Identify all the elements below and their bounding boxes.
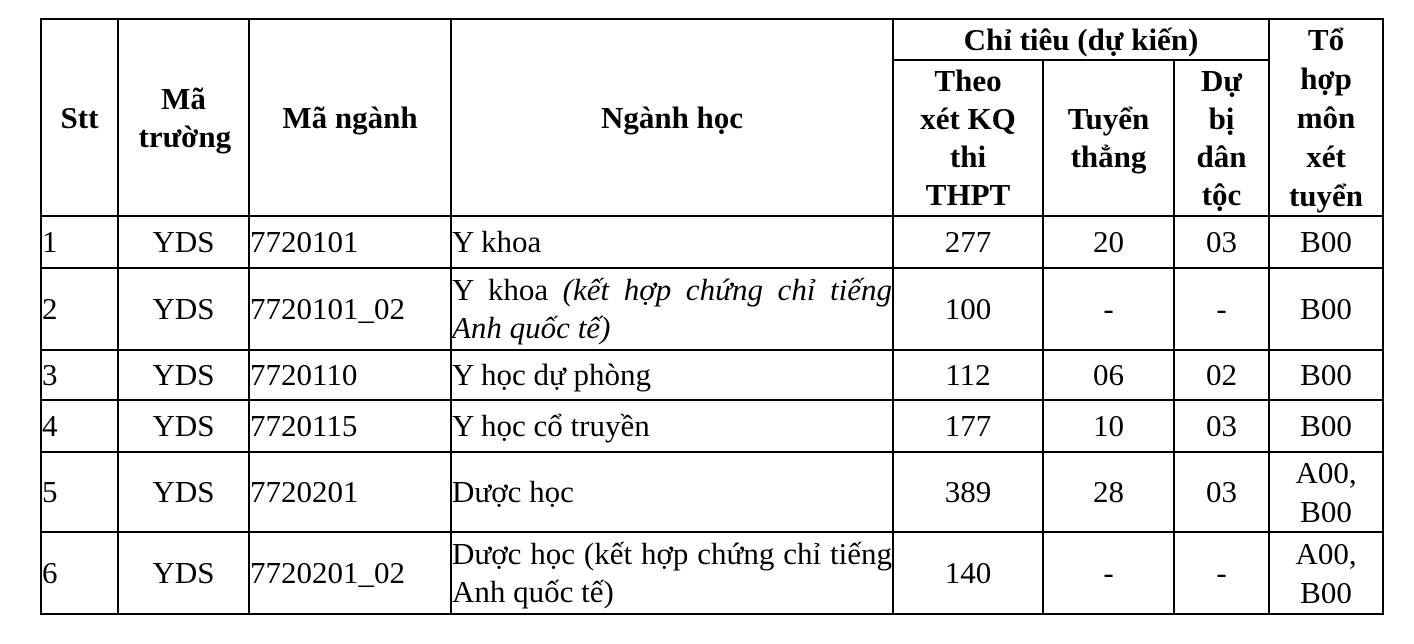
header-theo-xet <box>893 60 1043 216</box>
cell-to-hop: B00 <box>1269 216 1383 268</box>
cell-du-bi: 03 <box>1174 452 1269 532</box>
cell-to-hop <box>1269 452 1383 532</box>
cell-nganh <box>451 216 893 268</box>
table-row <box>41 400 1383 452</box>
cell-du-bi: 02 <box>1174 350 1269 400</box>
table-row <box>41 452 1383 532</box>
header-to-hop <box>1269 19 1383 216</box>
cell-thpt: 389 <box>893 452 1043 532</box>
header-stt: Stt <box>41 19 118 216</box>
header-row-top <box>41 19 1383 60</box>
cell-ma-truong: YDS <box>118 452 249 532</box>
cell-ma-nganh: 7720101 <box>249 216 451 268</box>
table-row <box>41 216 1383 268</box>
header-tuyen-thang <box>1043 60 1174 216</box>
to-hop-value: A00, B00 <box>1295 536 1357 610</box>
cell-thpt: 140 <box>893 532 1043 614</box>
cell-tuyen-thang: 28 <box>1043 452 1174 532</box>
cell-thpt: 177 <box>893 400 1043 452</box>
cell-stt: 5 <box>41 452 118 532</box>
cell-ma-truong: YDS <box>118 216 249 268</box>
cell-tuyen-thang: 06 <box>1043 350 1174 400</box>
header-ma-nganh: Mã ngành <box>249 19 451 216</box>
nganh-name: Y học dự phòng <box>452 357 652 392</box>
cell-ma-nganh: 7720201 <box>249 452 451 532</box>
to-hop-value: A00, B00 <box>1295 455 1357 529</box>
cell-ma-nganh: 7720115 <box>249 400 451 452</box>
cell-tuyen-thang: 10 <box>1043 400 1174 452</box>
cell-tuyen-thang: - <box>1043 532 1174 614</box>
header-du-bi <box>1174 60 1269 216</box>
nganh-name: Y học cổ truyền <box>452 408 650 443</box>
cell-nganh <box>451 532 893 614</box>
header-ma-truong <box>118 19 249 216</box>
admissions-table <box>40 18 1384 615</box>
cell-du-bi: - <box>1174 532 1269 614</box>
cell-to-hop: B00 <box>1269 400 1383 452</box>
cell-du-bi: 03 <box>1174 400 1269 452</box>
cell-thpt: 112 <box>893 350 1043 400</box>
cell-stt: 1 <box>41 216 118 268</box>
header-to-hop-label: Tổ hợp môn xét tuyển <box>1288 22 1364 213</box>
header-ma-truong-label: Mã trường <box>138 80 232 154</box>
cell-nganh <box>451 350 893 400</box>
cell-thpt: 100 <box>893 268 1043 350</box>
nganh-note: (kết hợp chứng chỉ tiếng Anh quốc tế) <box>452 272 892 345</box>
cell-tuyen-thang: 20 <box>1043 216 1174 268</box>
cell-to-hop <box>1269 532 1383 614</box>
nganh-name: Dược học <box>452 474 574 509</box>
cell-ma-nganh: 7720101_02 <box>249 268 451 350</box>
cell-nganh <box>451 400 893 452</box>
cell-stt: 3 <box>41 350 118 400</box>
header-tuyen-thang-label: Tuyển thẳng <box>1067 101 1150 175</box>
cell-nganh <box>451 268 893 350</box>
header-nganh-hoc: Ngành học <box>451 19 893 216</box>
nganh-name: Dược học (kết hợp chứng chỉ tiếng Anh quốc tế) <box>452 536 892 609</box>
cell-to-hop: B00 <box>1269 350 1383 400</box>
header-chi-tieu: Chỉ tiêu (dự kiến) <box>893 19 1269 60</box>
header-du-bi-label: Dự bị dân tộc <box>1196 63 1247 213</box>
cell-tuyen-thang: - <box>1043 268 1174 350</box>
cell-to-hop: B00 <box>1269 268 1383 350</box>
cell-stt: 2 <box>41 268 118 350</box>
cell-stt: 4 <box>41 400 118 452</box>
table-row <box>41 532 1383 614</box>
nganh-name: Y khoa <box>452 224 542 259</box>
table-row <box>41 350 1383 400</box>
table-row <box>41 268 1383 350</box>
nganh-name: Y khoa <box>452 272 549 307</box>
header-theo-xet-label: Theo xét KQ thi THPT <box>920 63 1016 213</box>
cell-stt: 6 <box>41 532 118 614</box>
cell-nganh <box>451 452 893 532</box>
cell-ma-truong: YDS <box>118 268 249 350</box>
cell-ma-truong: YDS <box>118 350 249 400</box>
cell-du-bi: - <box>1174 268 1269 350</box>
cell-du-bi: 03 <box>1174 216 1269 268</box>
cell-ma-truong: YDS <box>118 532 249 614</box>
cell-thpt: 277 <box>893 216 1043 268</box>
cell-ma-nganh: 7720110 <box>249 350 451 400</box>
cell-ma-nganh: 7720201_02 <box>249 532 451 614</box>
cell-ma-truong: YDS <box>118 400 249 452</box>
